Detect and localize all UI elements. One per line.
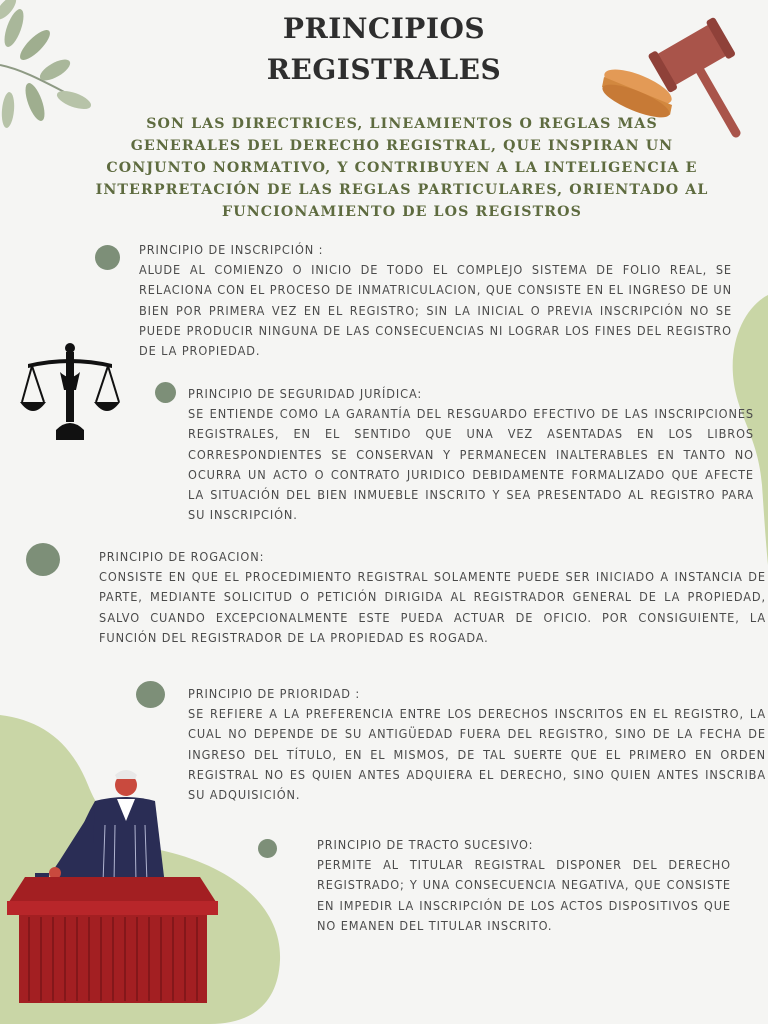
section-heading: PRINCIPIO DE SEGURIDAD JURÍDICA: bbox=[188, 386, 423, 401]
section-body: SE REFIERE A LA PREFERENCIA ENTRE LOS DERECHOS INSCRITOS EN EL REGISTRO, LA CUAL NO DEPENDE DE SU ANTIGÜEDAD FUERA DEL REGISTRO, SINO DE LA FECHA DE INGRESO DEL TÍTULO, EN EL MISMOS, DE TAL SUERTE QUE EL PRIMERO EN ORDEN REGISTRAL NO ES QUIEN ANTES ADQUIERA EL DERECHO, SINO QUIEN ANTES INSCRIBA SU ADQUISICIÓN. bbox=[188, 706, 766, 803]
section-body: ALUDE AL COMIENZO O INICIO DE TODO EL COMPLEJO SISTEMA DE FOLIO REAL, SE RELACIONA CON EL PROCESO DE INMATRICULACION, QUE CONSISTE EN EL INGRESO DE UN BIEN POR PRIMERA VEZ EN EL REGISTRO; SIN LA INICIAL O PREVIA INSCRIPCIÓN NO SE PUEDE PRODUCIR NINGUNA DE LAS CONSECUENCIAS NI LOGRAR LOS FINES DEL REGISTRO DE LA PROPIEDAD. bbox=[139, 262, 732, 359]
scales-of-justice-icon bbox=[20, 342, 122, 444]
intro-text: SON LAS DIRECTRICES, LINEAMIENTOS O REGLAS MAS GENERALES DEL DERECHO REGISTRAL, QUE INSPIRAN UN CONJUNTO NORMATIVO, Y CONTRIBUYEN A LA INTELIGENCIA E INTERPRETACIÓN DE LAS REGLAS PARTICULARES, ORIENTADO AL FUNCIONAMIENTO DE LOS REGISTROS bbox=[95, 116, 709, 220]
section-tracto-sucesivo bbox=[317, 835, 731, 936]
bullet-dot-inscripcion bbox=[95, 245, 120, 270]
section-body: SE ENTIENDE COMO LA GARANTÍA DEL RESGUARDO EFECTIVO DE LAS INSCRIPCIONES REGISTRALES, EN EL SENTIDO QUE UNA VEZ ASENTADAS EN LOS LIBROS CORRESPONDIENTES SE CONSERVAN Y PERMANECEN INALTERABLES EN TANTO NO OCURRA UN ACTO O CONTRATO JURIDICO DEBIDAMENTE FORMALIZADO QUE AFECTE LA SITUACIÓN DEL BIEN INMUEBLE INSCRITO Y SEA PRESENTADO AL REGISTRO PARA SU INSCRIPCIÓN. bbox=[188, 406, 754, 523]
title-line-1: PRINCIPIOS bbox=[282, 12, 486, 45]
section-heading: PRINCIPIO DE TRACTO SUCESIVO: bbox=[317, 837, 534, 852]
bullet-dot-rogacion bbox=[26, 543, 60, 576]
bullet-dot-seguridad bbox=[155, 382, 176, 403]
section-body: PERMITE AL TITULAR REGISTRAL DISPONER DEL DERECHO REGISTRADO; Y UNA CONSECUENCIA NEGATIVA, QUE CONSISTE EN IMPEDIR LA INSCRIPCIÓN DE LOS ACTOS DISPOSITIVOS QUE NO EMANEN DEL TITULAR INSCRITO. bbox=[317, 857, 731, 933]
section-inscripcion bbox=[139, 240, 732, 361]
section-prioridad bbox=[188, 684, 766, 805]
title-line-2: REGISTRALES bbox=[266, 53, 502, 86]
section-rogacion bbox=[99, 547, 766, 648]
bullet-dot-tracto bbox=[258, 839, 277, 858]
section-heading: PRINCIPIO DE ROGACION: bbox=[99, 549, 265, 564]
section-body: CONSISTE EN QUE EL PROCEDIMIENTO REGISTRAL SOLAMENTE PUEDE SER INICIADO A INSTANCIA DE PARTE, MEDIANTE SOLICITUD O PETICIÓN DIRIGIDA AL REGISTRADOR GENERAL DE LA PROPIEDAD, SALVO CUANDO EXCEPCIONALMENTE ESTE PUEDA ACTUAR DE OFICIO. POR CONSIGUIENTE, LA FUNCIÓN DEL REGISTRADOR DE LA PROPIEDAD ES ROGADA. bbox=[99, 569, 766, 645]
section-heading: PRINCIPIO DE PRIORIDAD : bbox=[188, 686, 361, 701]
section-heading: PRINCIPIO DE INSCRIPCIÓN : bbox=[139, 242, 324, 257]
section-seguridad-juridica bbox=[188, 384, 754, 525]
page-title bbox=[0, 8, 768, 90]
bullet-dot-prioridad bbox=[136, 681, 165, 708]
